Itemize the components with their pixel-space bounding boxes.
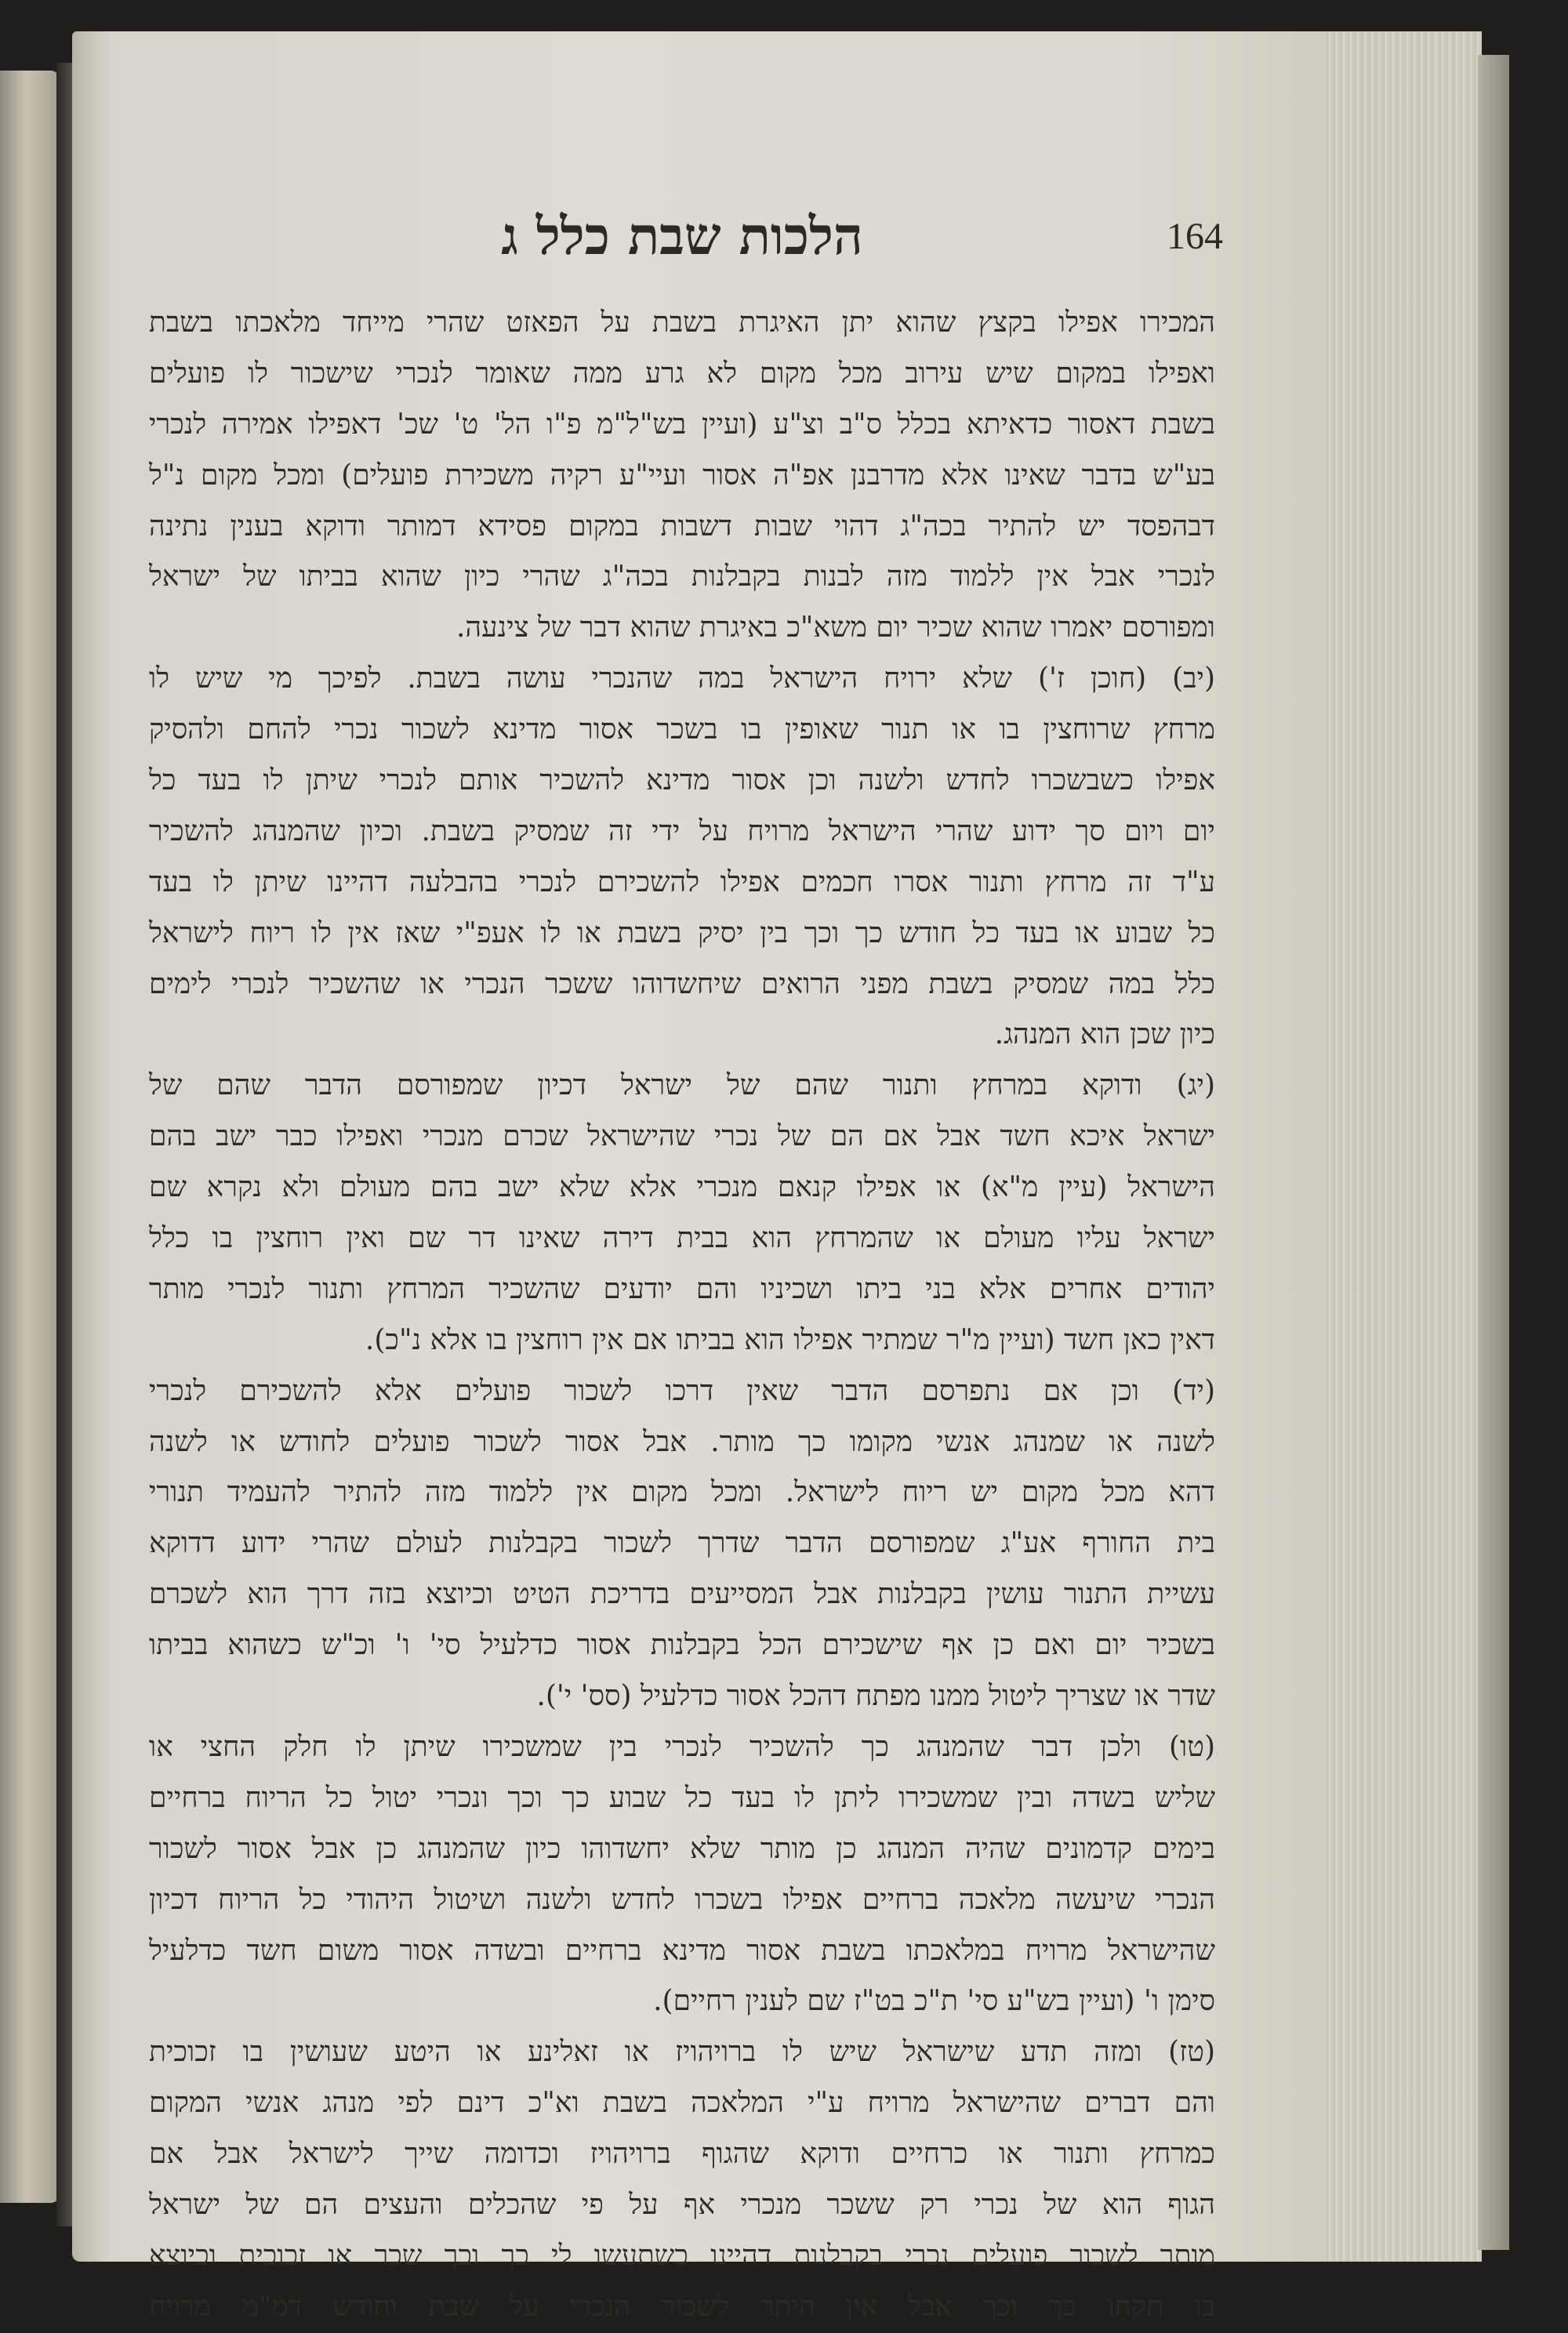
text-line: שדר או שצריך ליטול ממנו מפתח דהכל אסור כדלעיל (סס' י'). [536, 1680, 1215, 1713]
text-line: מרחץ שרוחצין בו או תנור שאופין בו בשכר אסור מדינא לשכור נכרי להחם ולהסיק [149, 713, 1215, 746]
text-line: יהודים אחרים אלא בני ביתו ושכיניו והם יודעים שהשכיר המרחץ ותנור לנכרי מותר [149, 1272, 1215, 1305]
page-header [141, 205, 1223, 292]
text-line: בע"ש בדבר שאינו אלא מדרבנן אפ"ה אסור ועיי"ע רקיה משכירת פועלים) ומכל מקום נ"ל [149, 459, 1215, 492]
text-line: (יג) ודוקא במרחץ ותנור שהם של ישראל דכיון שמפורסם הדבר שהם של [149, 1069, 1215, 1102]
text-line: אפילו כשבשכרו לחדש ולשנה וכן אסור מדינא להשכיר אותם לנכרי שיתן לו בעד כל [149, 764, 1215, 797]
text-line: הנכרי שיעשה מלאכה ברחיים אפילו בשכרו לחדש ולשנה ושיטול היהודי כל הריוח דכיון [149, 1883, 1215, 1916]
text-line: סימן ו' (ועיין בש"ע סי' ת"כ בט"ז שם לענין רחיים). [653, 1985, 1215, 2018]
text-line: כלל במה שמסיק בשבת מפני הרואים שיחשדוהו ששכר הנכרי או שהשכיר לנכרי לימים [149, 967, 1215, 1000]
text-line: בו תקחו כך וכך אבל אין היתר לשכור הנכרי על שבת וחודש דמ"מ מרויח [149, 2290, 1215, 2323]
page-block-edges [1325, 31, 1482, 2262]
text-line: המכירו אפילו בקצץ שהוא יתן האיגרת בשבת על הפאזט שהרי מייחד מלאכתו בשבת [149, 307, 1215, 339]
text-line: עשיית התנור עושין בקבלנות אבל המסייעים בדריכת הטיט וכיוצא בזה דרך הוא לשכרם [149, 1578, 1215, 1611]
text-line: ומפורסם יאמרו שהוא שכיר יום משא"כ באיגרת שהוא דבר של צינעה. [456, 611, 1215, 644]
text-line: מותר לשכור פועלים נכרי בקבלנות דהיינו כשתעשו לי כך וכך שכר או זכוכית וכיוצא [149, 2239, 1215, 2272]
text-line: (טז) ומזה תדע שישראל שיש לו ברויהויז או זאלינע או היטע שעושין בו זכוכית [149, 2036, 1215, 2069]
text-line: (טו) ולכן דבר שהמנהג כך להשכיר לנכרי בין שמשכירו שיתן לו חלק החצי או [149, 1730, 1215, 1763]
text-line: ואפילו במקום שיש עירוב מכל מקום לא גרע ממה שאומר לנכרי שישכור לו פועלים [149, 357, 1215, 390]
text-line: בשכיר יום ואם כן אף שישכירם הכל בקבלנות אסור כדלעיל סי' ו' וכ"ש כשהוא בביתו [149, 1629, 1215, 1662]
text-line: כמרחץ ותנור או כרחיים ודוקא שהגוף ברויהויז וכדומה שייך לישראל אבל אם [149, 2138, 1215, 2171]
text-line: הישראל (עיין מ"א) או אפילו קנאם מנכרי אלא שלא ישב בהם מעולם ולא נקרא שם [149, 1171, 1215, 1204]
text-line: לשנה או שמנהג אנשי מקומו כך מותר. אבל אסור לשכור פועלים לחודש או לשנה [149, 1425, 1215, 1458]
page-number: 164 [1167, 216, 1223, 257]
text-line: יום ויום סך ידוע שהרי הישראל מרויח על ידי זה שמסיק בשבת. וכיון שהמנהג להשכיר [149, 815, 1215, 847]
text-line: בימים קדמונים שהיה המנהג כן מותר שלא יחשדוהו כיון שהמנהג כן אבל אסור לשכור [149, 1832, 1215, 1865]
text-line: שהישראל מרויח במלאכתו בשבת אסור מדינא ברחיים ובשדה אסור משום חשד כדלעיל [149, 1934, 1215, 1967]
text-line: (יב) (חוכן ז') שלא ירויח הישראל במה שהנכרי עושה בשבת. לפיכך מי שיש לו [149, 662, 1215, 695]
text-line: הגוף הוא של נכרי רק ששכר מנכרי אף על פי שהכלים והעצים הם של ישראל [149, 2188, 1215, 2221]
text-line: ע"ד זה מרחץ ותנור אסרו חכמים אפילו להשכירם לנכרי בהבלעה דהיינו שיתן לו בעד [149, 865, 1215, 898]
text-line: דבהפסד יש להתיר בכה"ג דהוי שבות דשבות במקום פסידא דמותר ודוקא בענין נתינה [149, 510, 1215, 542]
text-line: בית החורף אע"ג שמפורסם הדבר שדרך לשכור בקבלנות לעולם שהרי ידוע דדוקא [149, 1527, 1215, 1560]
book-cover-edge [1478, 55, 1509, 2250]
text-line: שליש בשדה ובין שמשכירו ליתן לו בעד כל שבוע כך וכך ונכרי יטול כל הריוח ברחיים [149, 1781, 1215, 1814]
text-line: דהא מכל מקום יש ריוח לישראל. ומכל מקום אין ללמוד מזה להתיר להעמיד תנורי [149, 1476, 1215, 1509]
body-text [149, 298, 1215, 2333]
text-line: דאין כאן חשד (ועיין מ"ר שמתיר אפילו הוא בביתו אם אין רוחצין בו אלא נ"כ). [365, 1323, 1215, 1356]
text-line: בשבת דאסור כדאיתא בכלל ס"ב וצ"ע (ועיין בש"ל"מ פ"ו הל' ט' שכ' דאפילו אמירה לנכרי [149, 408, 1215, 441]
facing-page-edge [0, 71, 59, 2203]
text-line: כיון שכן הוא המנהג. [994, 1018, 1215, 1051]
text-line: (יד) וכן אם נתפרסם הדבר שאין דרכו לשכור פועלים אלא להשכירם לנכרי [149, 1374, 1215, 1407]
text-line: ישראל איכא חשד אבל אם הם של נכרי שהישראל שכרם מנכרי ואפילו כבר ישב בהם [149, 1120, 1215, 1153]
text-line: ישראל עליו מעולם או שהמרחץ הוא בבית דירה שאינו דר שם ואין רוחצין בו כלל [149, 1222, 1215, 1255]
text-line: והם דברים שהישראל מרויח ע"י המלאכה בשבת וא"כ דינם לפי מנהג אנשי המקום [149, 2087, 1215, 2120]
text-line: כל שבוע או בעד כל חודש כך וכך בין יסיק בשבת או לו אעפ"י שאז אין לו ריוח לישראל [149, 916, 1215, 949]
running-title: הלכות שבת כלל ג [501, 205, 863, 267]
text-line: לנכרי אבל אין ללמוד מזה לבנות בקבלנות בכה"ג שהרי כיון שהוא בביתו של ישראל [149, 561, 1215, 593]
